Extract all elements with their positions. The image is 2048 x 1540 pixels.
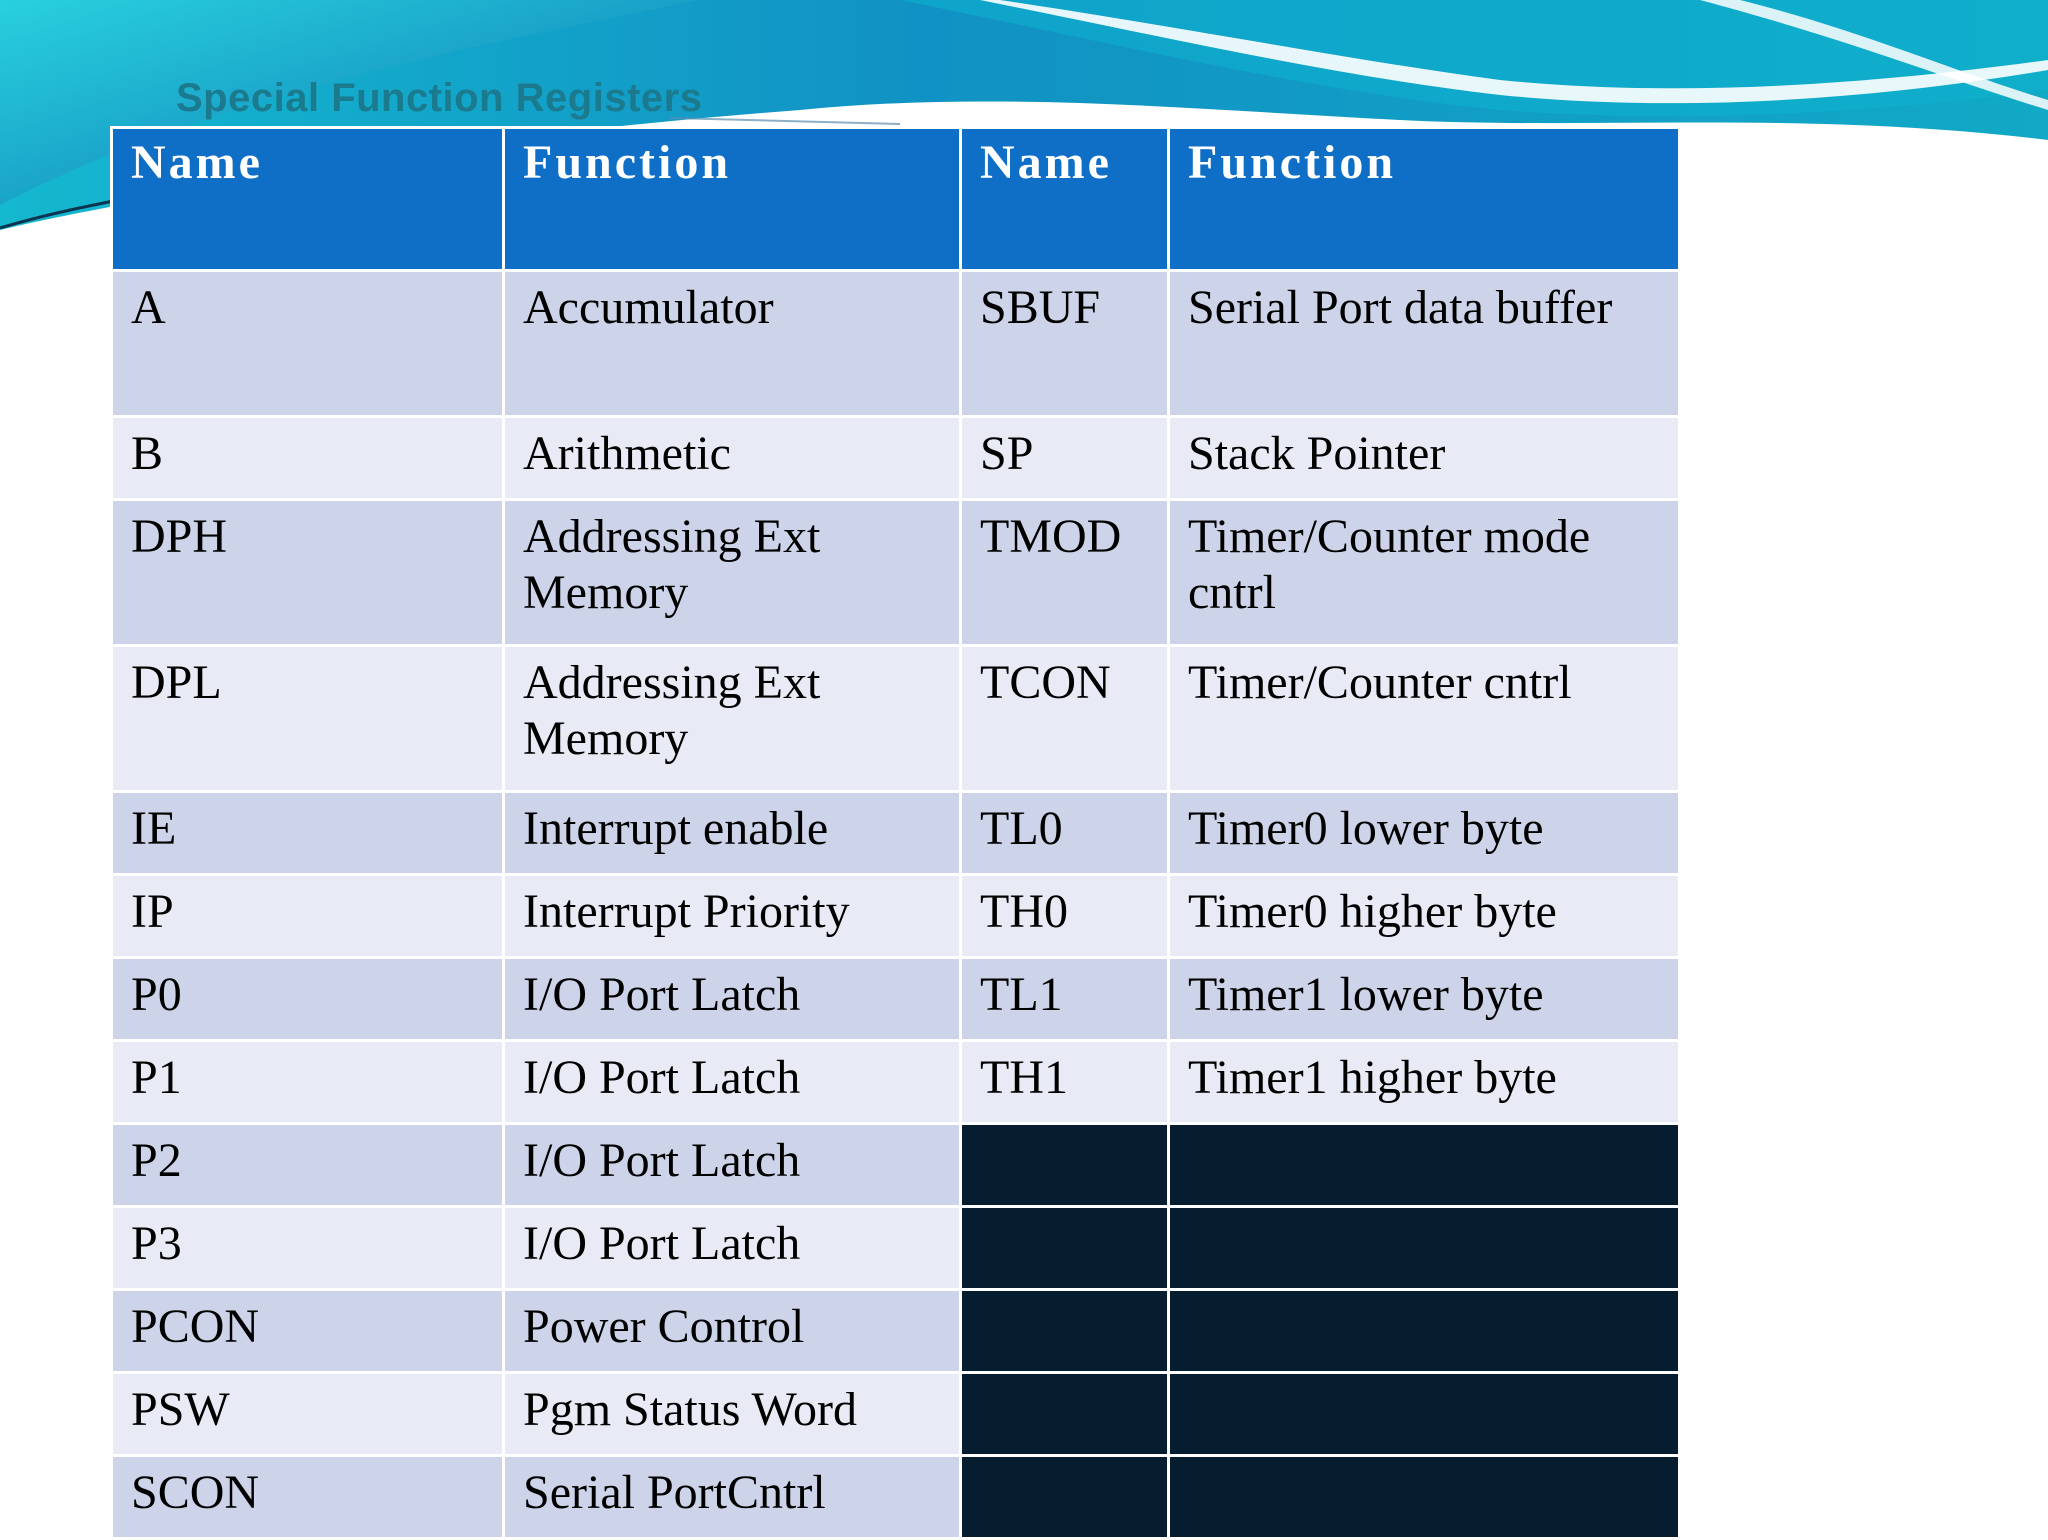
empty-cell [1169,1373,1680,1456]
register-name: TCON [961,646,1169,792]
empty-cell [961,1207,1169,1290]
register-name: DPL [112,646,504,792]
register-name: SBUF [961,271,1169,417]
register-name: SP [961,417,1169,500]
register-name: P1 [112,1041,504,1124]
register-function: Stack Pointer [1169,417,1680,500]
empty-cell [1169,1290,1680,1373]
slide-title: Special Function Registers [176,76,703,120]
table-row [112,271,1680,417]
empty-cell [1169,1207,1680,1290]
register-function: Addressing Ext Memory [504,500,961,646]
register-name: TMOD [961,500,1169,646]
register-function: Timer1 higher byte [1169,1041,1680,1124]
register-name: TL0 [961,792,1169,875]
table-row [112,646,1680,792]
empty-cell [1169,1456,1680,1539]
register-name: PCON [112,1290,504,1373]
register-name: DPH [112,500,504,646]
register-name: TL1 [961,958,1169,1041]
empty-cell [961,1290,1169,1373]
register-function: Timer0 lower byte [1169,792,1680,875]
table-row [112,417,1680,500]
register-function: I/O Port Latch [504,1207,961,1290]
register-name: IP [112,875,504,958]
table-row [112,1290,1680,1373]
table-row [112,1373,1680,1456]
empty-cell [961,1124,1169,1207]
register-name: P2 [112,1124,504,1207]
table-row [112,1456,1680,1539]
register-name: SCON [112,1456,504,1539]
register-function: I/O Port Latch [504,1041,961,1124]
register-function: Addressing Ext Memory [504,646,961,792]
register-function: Serial Port data buffer [1169,271,1680,417]
table-row [112,958,1680,1041]
register-function: I/O Port Latch [504,1124,961,1207]
register-function: Timer/Counter cntrl [1169,646,1680,792]
register-function: Timer/Counter mode cntrl [1169,500,1680,646]
table-row [112,1124,1680,1207]
register-name: PSW [112,1373,504,1456]
sfr-table [110,126,1681,1540]
header-function-2: Function [1169,128,1680,271]
empty-cell [961,1373,1169,1456]
table-row [112,500,1680,646]
register-name: P0 [112,958,504,1041]
table-header-row [112,128,1680,271]
register-function: Interrupt enable [504,792,961,875]
header-name-2: Name [961,128,1169,271]
register-name: B [112,417,504,500]
register-name: TH0 [961,875,1169,958]
register-function: Arithmetic [504,417,961,500]
register-name: TH1 [961,1041,1169,1124]
table-row [112,1041,1680,1124]
register-name: P3 [112,1207,504,1290]
register-name: A [112,271,504,417]
header-name-1: Name [112,128,504,271]
table-row [112,792,1680,875]
table-row [112,875,1680,958]
header-function-1: Function [504,128,961,271]
table-row [112,1207,1680,1290]
register-function: Serial PortCntrl [504,1456,961,1539]
register-function: Power Control [504,1290,961,1373]
empty-cell [961,1456,1169,1539]
register-function: Interrupt Priority [504,875,961,958]
register-name: IE [112,792,504,875]
register-function: Pgm Status Word [504,1373,961,1456]
register-function: Timer0 higher byte [1169,875,1680,958]
register-function: Accumulator [504,271,961,417]
register-function: Timer1 lower byte [1169,958,1680,1041]
empty-cell [1169,1124,1680,1207]
register-function: I/O Port Latch [504,958,961,1041]
